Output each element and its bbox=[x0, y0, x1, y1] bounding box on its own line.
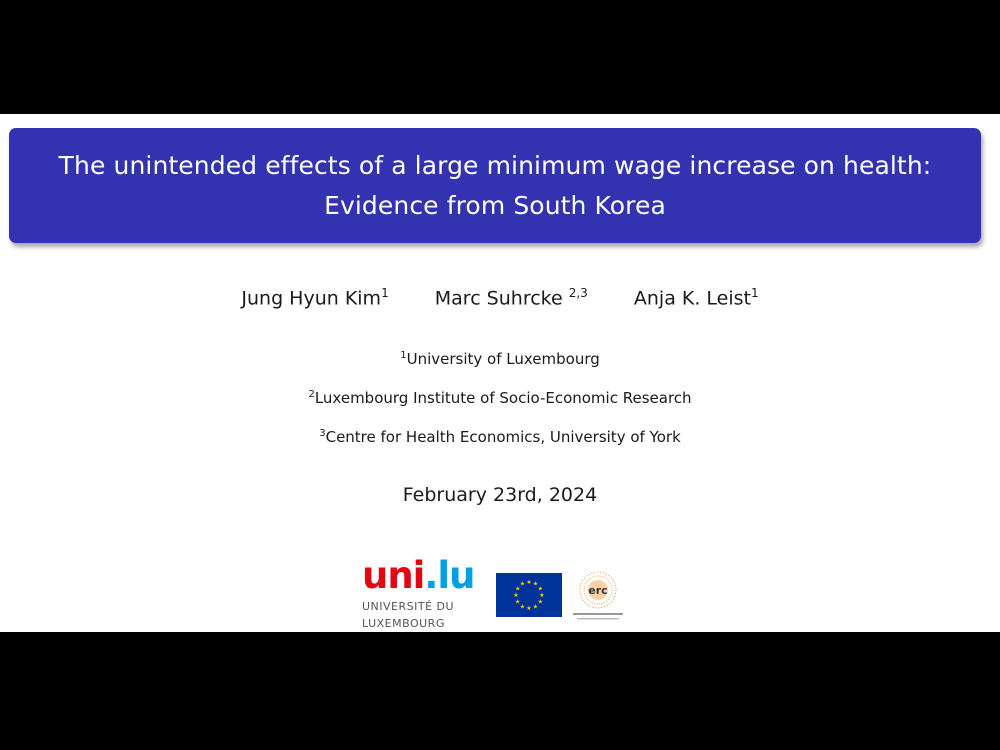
uni-lu-subtitle-1: UNIVERSITÉ DU bbox=[362, 600, 455, 613]
university-of-luxembourg-logo bbox=[362, 554, 475, 632]
eu-flag-icon bbox=[496, 573, 562, 617]
erc-wordmark: erc bbox=[588, 584, 608, 597]
svg-text:★: ★ bbox=[532, 580, 539, 588]
slide bbox=[0, 114, 1000, 632]
affiliation-2: $^2$Luxembourg Institute of Socio-Economic Research bbox=[308, 389, 692, 407]
author-2: Marc Suhrcke $^{2,3}$ bbox=[434, 286, 588, 310]
title-banner bbox=[9, 128, 981, 243]
erc-logo bbox=[567, 566, 629, 626]
presentation-date: February 23rd, 2024 bbox=[402, 484, 598, 506]
author-3: Anja K. Leist$^1$ bbox=[633, 286, 759, 310]
svg-text:★: ★ bbox=[515, 585, 521, 593]
svg-text:★: ★ bbox=[526, 605, 532, 612]
svg-text:★: ★ bbox=[532, 603, 539, 611]
uni-lu-wordmark: uni.lu bbox=[362, 554, 475, 597]
title-line-1: The unintended effects of a large minimum wage increase on health: bbox=[58, 150, 932, 180]
svg-text:★: ★ bbox=[519, 603, 526, 611]
title-line-2: Evidence from South Korea bbox=[324, 190, 666, 220]
svg-text:★: ★ bbox=[537, 585, 543, 593]
svg-text:★: ★ bbox=[539, 592, 545, 599]
svg-text:★: ★ bbox=[513, 592, 519, 599]
svg-text:★: ★ bbox=[537, 598, 543, 606]
svg-text:★: ★ bbox=[526, 579, 532, 586]
affiliation-1: $^1$University of Luxembourg bbox=[400, 350, 600, 368]
affiliation-3: $^3$Centre for Health Economics, University of York bbox=[319, 428, 681, 446]
svg-text:★: ★ bbox=[515, 598, 521, 606]
author-1: Jung Hyun Kim$^1$ bbox=[241, 286, 389, 310]
svg-text:★: ★ bbox=[519, 580, 526, 588]
uni-lu-subtitle-2: LUXEMBOURG bbox=[362, 617, 445, 630]
author-list bbox=[0, 286, 1000, 309]
